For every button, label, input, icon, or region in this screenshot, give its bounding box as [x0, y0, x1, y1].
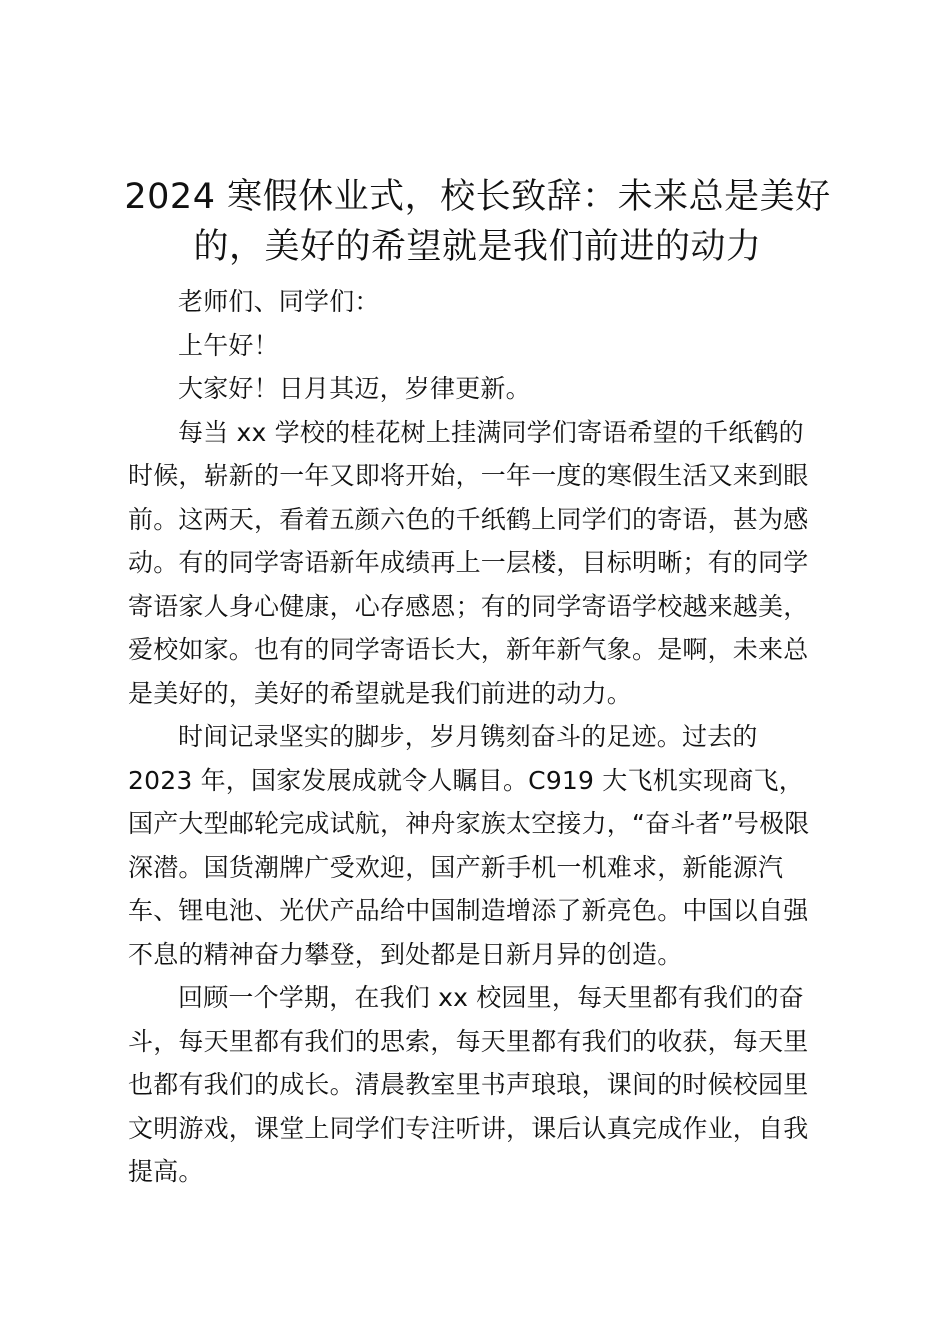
paragraph-paper-cranes: 每当 xx 学校的桂花树上挂满同学们寄语希望的千纸鹤的时候，崭新的一年又即将开始，一年一度的寒假生活又来到眼前。这两天，看着五颜六色的千纸鹤上同学们的寄语，甚为感动。有的同学寄语新年成绩再上一层楼，目标明晰；有的同学寄语家人身心健康，心存感恩；有的同学寄语学校越来越美，爱校如家。也有的同学寄语长大，新年新气象。是啊，未来总是美好的，美好的希望就是我们前进的动力。 — [128, 417, 809, 708]
paragraph-2023-achievements: 时间记录坚实的脚步，岁月镌刻奋斗的足迹。过去的 2023 年，国家发展成就令人瞩目。C919 大飞机实现商飞，国产大型邮轮完成试航，神舟家族太空接力，“奋斗者”号极限深潜。国货潮牌广受欢迎，国产新手机一机难求，新能源汽车、锂电池、光伏产品给中国制造增添了新亮色。中国以自强不息的精神奋力攀登，到处都是日新月异的创造。 — [128, 722, 810, 969]
paragraph-salutation: 老师们、同学们： — [178, 287, 380, 316]
paragraph-semester-review: 回顾一个学期，在我们 xx 校园里，每天里都有我们的奋斗，每天里都有我们的思索，每天里都有我们的收获，每天里也都有我们的成长。清晨教室里书声琅琅，课间的时候校园里文明游戏，课堂上同学们专注听讲，课后认真完成作业，自我提高。 — [128, 983, 809, 1186]
document-body — [128, 280, 828, 1194]
paragraph-opening: 大家好！日月其迈，岁律更新。 — [178, 374, 531, 403]
document-title: 2024 寒假休业式，校长致辞：未来总是美好的，美好的希望就是我们前进的动力 — [124, 177, 831, 267]
paragraph-greeting: 上午好！ — [178, 330, 279, 360]
